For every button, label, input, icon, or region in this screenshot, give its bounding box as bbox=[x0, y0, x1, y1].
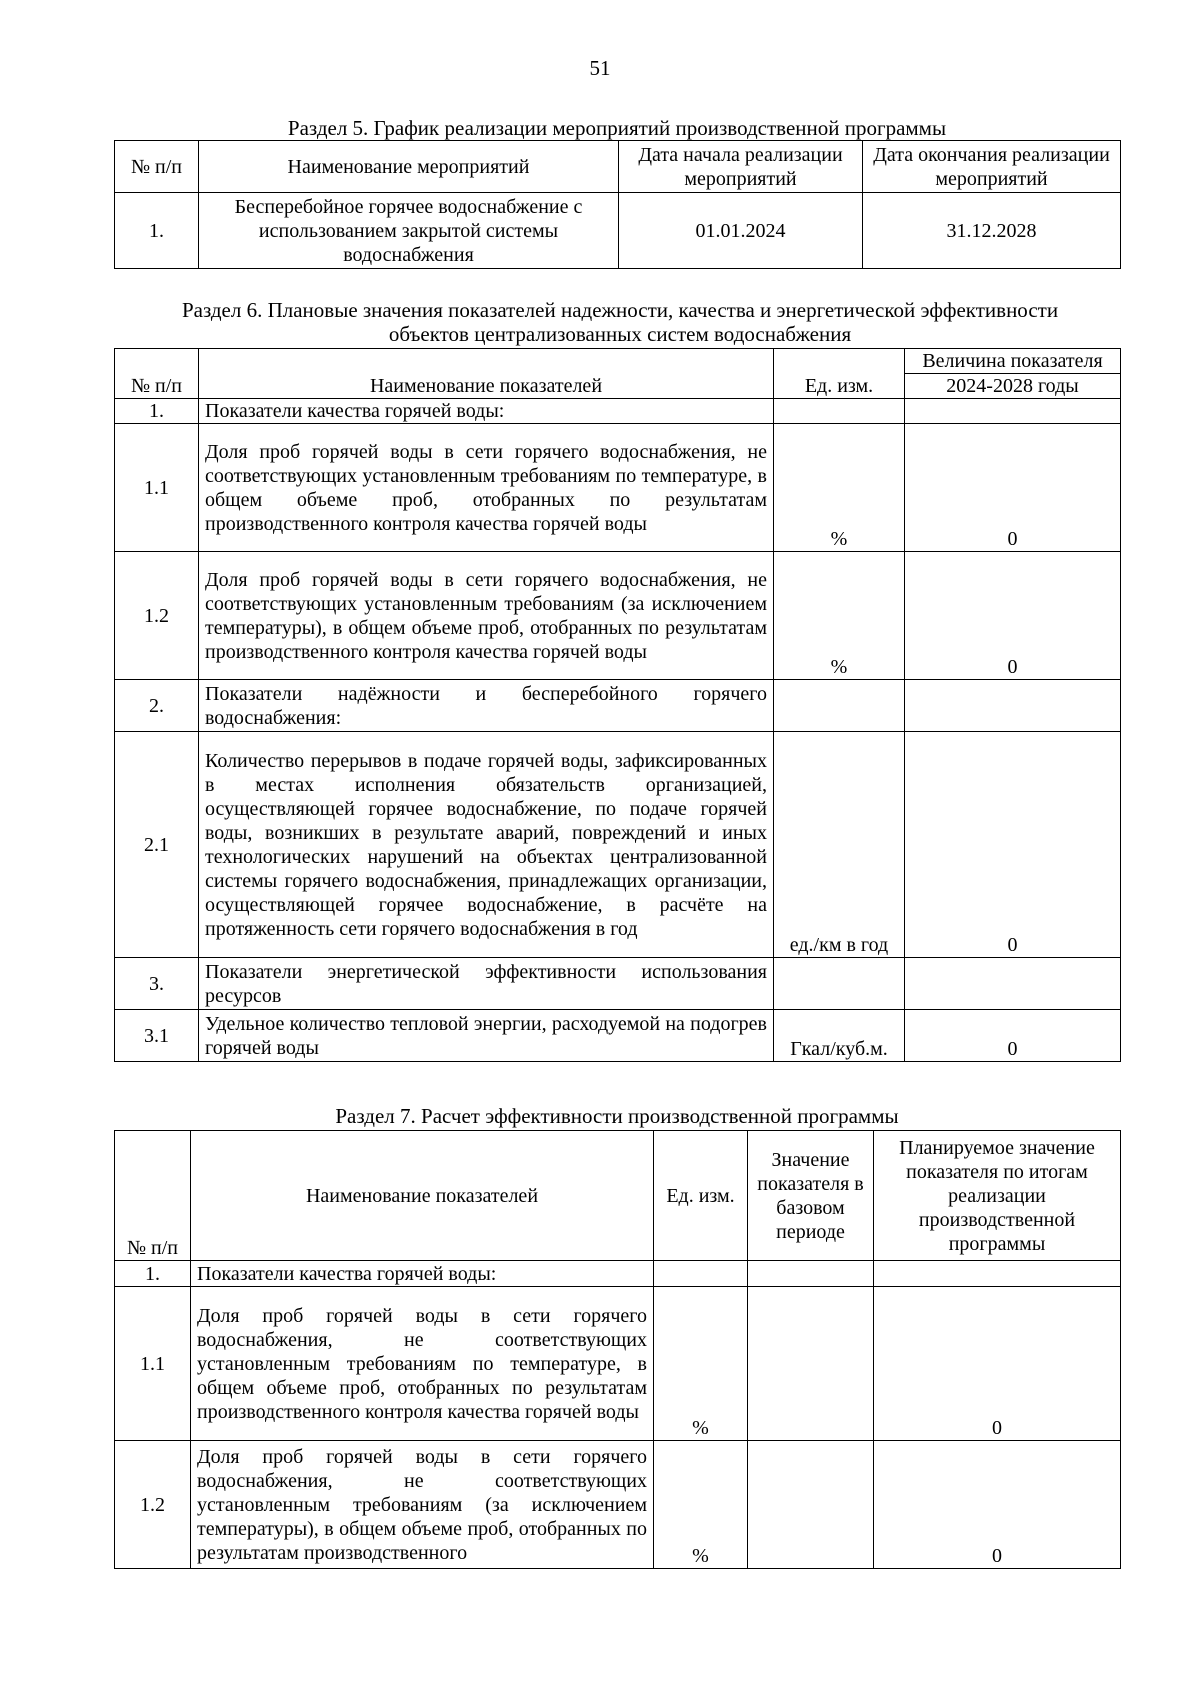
table-row bbox=[115, 424, 1121, 552]
row-base bbox=[748, 1287, 874, 1441]
table-row bbox=[115, 399, 1121, 424]
row-num: 1. bbox=[115, 399, 199, 424]
row-unit: % bbox=[654, 1441, 748, 1569]
table-row bbox=[115, 1287, 1121, 1441]
row-name: Доля проб горячей воды в сети горячего водоснабжения, не соответствующих установленным требованиям (за исключением температуры), в общем объеме проб, отобранных по результатам производственного контроля качества горячей воды bbox=[199, 552, 774, 680]
row-name: Количество перерывов в подаче горячей воды, зафиксированных в местах исполнения обязательств организацией, осуществляющей горячее водоснабжение, по подаче горячей воды, возникших в результате аварий, повреждений и иных технологических нарушений на объектах централизованной системы горячего водоснабжения, принадлежащих организации, осуществляющей горячее водоснабжение, в расчёте на протяженность сети горячего водоснабжения в год bbox=[199, 732, 774, 958]
page-number: 51 bbox=[589, 56, 611, 80]
row-unit: % bbox=[774, 424, 905, 552]
section5-title: Раздел 5. График реализации мероприятий производственной программы bbox=[287, 116, 947, 140]
table-row bbox=[115, 193, 1121, 269]
row-num: 1.2 bbox=[115, 1441, 191, 1569]
section5-table bbox=[114, 140, 1121, 269]
row-num: 2. bbox=[115, 680, 199, 732]
header-unit: Ед. изм. bbox=[654, 1131, 748, 1261]
row-planned: 0 bbox=[874, 1287, 1121, 1441]
row-unit bbox=[774, 680, 905, 732]
row-unit: Гкал/куб.м. bbox=[774, 1010, 905, 1062]
table-header-row bbox=[115, 349, 1121, 374]
row-end-date: 31.12.2028 bbox=[863, 193, 1121, 269]
table-row bbox=[115, 732, 1121, 958]
section7-table bbox=[114, 1130, 1121, 1569]
row-base bbox=[748, 1261, 874, 1287]
row-name: Показатели надёжности и бесперебойного горячего водоснабжения: bbox=[199, 680, 774, 732]
section6-title: Раздел 6. Плановые значения показателей надежности, качества и энергетической эффективности объектов централизованных систем водоснабжения bbox=[181, 298, 1059, 346]
header-planned-value: Планируемое значение показателя по итогам реализации производственной программы bbox=[874, 1131, 1121, 1261]
row-num: 3. bbox=[115, 958, 199, 1010]
row-name: Показатели качества горячей воды: bbox=[191, 1261, 654, 1287]
header-num: № п/п bbox=[115, 349, 199, 399]
row-num: 1. bbox=[115, 1261, 191, 1287]
row-planned: 0 bbox=[874, 1441, 1121, 1569]
row-unit bbox=[774, 399, 905, 424]
row-unit bbox=[774, 958, 905, 1010]
row-value: 0 bbox=[905, 1010, 1121, 1062]
header-num: № п/п bbox=[115, 141, 199, 193]
table-row bbox=[115, 552, 1121, 680]
row-num: 1.1 bbox=[115, 1287, 191, 1441]
header-name: Наименование показателей bbox=[191, 1131, 654, 1261]
row-value bbox=[905, 399, 1121, 424]
table-row bbox=[115, 1261, 1121, 1287]
row-value bbox=[905, 958, 1121, 1010]
header-value-group: Величина показателя bbox=[905, 349, 1121, 374]
row-value: 0 bbox=[905, 424, 1121, 552]
row-name: Доля проб горячей воды в сети горячего водоснабжения, не соответствующих установленным требованиям по температуре, в общем объеме проб, отобранных по результатам производственного контроля качества горячей воды bbox=[199, 424, 774, 552]
row-unit: % bbox=[654, 1287, 748, 1441]
row-unit: ед./км в год bbox=[774, 732, 905, 958]
row-num: 3.1 bbox=[115, 1010, 199, 1062]
table-row bbox=[115, 1010, 1121, 1062]
row-num: 1. bbox=[115, 193, 199, 269]
section7-title: Раздел 7. Расчет эффективности производственной программы bbox=[335, 1104, 899, 1128]
header-unit: Ед. изм. bbox=[774, 349, 905, 399]
header-num: № п/п bbox=[115, 1131, 191, 1261]
row-num: 1.2 bbox=[115, 552, 199, 680]
row-value: 0 bbox=[905, 552, 1121, 680]
row-value: 0 bbox=[905, 732, 1121, 958]
header-value-period: 2024-2028 годы bbox=[905, 374, 1121, 399]
row-name: Доля проб горячей воды в сети горячего водоснабжения, не соответствующих установленным требованиям по температуре, в общем объеме проб, отобранных по результатам производственного контроля качества горячей воды bbox=[191, 1287, 654, 1441]
row-start-date: 01.01.2024 bbox=[619, 193, 863, 269]
header-start-date: Дата начала реализации мероприятий bbox=[619, 141, 863, 193]
row-planned bbox=[874, 1261, 1121, 1287]
row-num: 2.1 bbox=[115, 732, 199, 958]
header-base-value: Значение показателя в базовом периоде bbox=[748, 1131, 874, 1261]
row-name: Доля проб горячей воды в сети горячего водоснабжения, не соответствующих установленным требованиям (за исключением температуры), в общем объеме проб, отобранных по результатам производственного bbox=[191, 1441, 654, 1569]
row-num: 1.1 bbox=[115, 424, 199, 552]
row-name: Бесперебойное горячее водоснабжение с использованием закрытой системы водоснабжения bbox=[199, 193, 619, 269]
row-unit: % bbox=[774, 552, 905, 680]
section6-table bbox=[114, 348, 1121, 1062]
table-header-row bbox=[115, 141, 1121, 193]
table-row bbox=[115, 958, 1121, 1010]
header-name: Наименование мероприятий bbox=[199, 141, 619, 193]
table-header-row bbox=[115, 1131, 1121, 1261]
row-base bbox=[748, 1441, 874, 1569]
table-row bbox=[115, 1441, 1121, 1569]
row-name: Удельное количество тепловой энергии, расходуемой на подогрев горячей воды bbox=[199, 1010, 774, 1062]
table-row bbox=[115, 680, 1121, 732]
row-name: Показатели качества горячей воды: bbox=[199, 399, 774, 424]
row-name: Показатели энергетической эффективности использования ресурсов bbox=[199, 958, 774, 1010]
row-unit bbox=[654, 1261, 748, 1287]
header-end-date: Дата окончания реализации мероприятий bbox=[863, 141, 1121, 193]
row-value bbox=[905, 680, 1121, 732]
header-name: Наименование показателей bbox=[199, 349, 774, 399]
